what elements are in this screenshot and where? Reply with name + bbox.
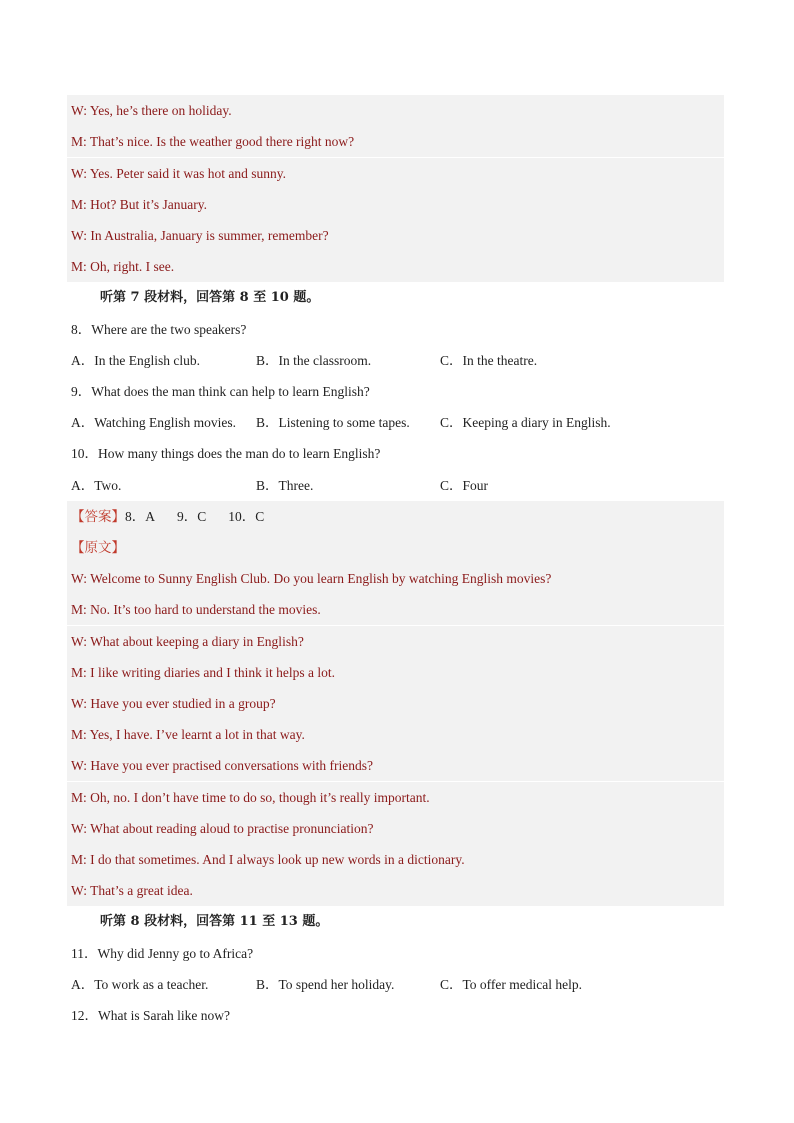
question-stem: 12．What is Sarah like now? [71,1008,230,1023]
option-b: B．To spend her holiday. [256,977,395,992]
question-options [67,407,724,438]
option-a: A．To work as a teacher. [71,977,209,992]
transcript-line: W: In Australia, January is summer, remember? [67,220,724,251]
transcript-line: W: What about keeping a diary in English? [67,626,724,657]
transcript-line: M: I like writing diaries and I think it helps a lot. [67,657,724,688]
option-c: C．To offer medical help. [440,977,583,992]
question-options [67,969,724,1000]
option-a: A．Two. [71,478,122,493]
option-c: C．In the theatre. [440,353,538,368]
answer-line [67,501,724,532]
question-stem: 10．How many things does the man do to learn English? [71,446,381,461]
transcript-line: M: Hot? But it’s January. [67,189,724,220]
transcript-line: W: Have you ever studied in a group? [67,688,724,719]
question-stem: 8．Where are the two speakers? [71,322,247,337]
option-a: A．Watching English movies. [71,415,237,430]
question-stem: 11．Why did Jenny go to Africa? [71,946,254,961]
transcript-line: W: Welcome to Sunny English Club. Do you learn English by watching English movies? [67,563,724,594]
transcript-line: M: Oh, no. I don’t have time to do so, though it’s really important. [67,782,724,813]
transcript-line: W: Have you ever practised conversations with friends? [67,750,724,781]
section-heading: 听第 7 段材料，回答第 8 至 10 题。 [100,290,320,305]
transcript-line: M: No. It’s too hard to understand the movies. [67,594,724,625]
question-options [67,470,724,501]
answer-value: 8．A [125,509,155,524]
option-a: A．In the English club. [71,353,200,368]
transcript-line: M: Yes, I have. I’ve learnt a lot in that way. [67,719,724,750]
transcript-line: W: That’s a great idea. [67,875,724,906]
option-c: C．Keeping a diary in English. [440,415,611,430]
answer-value: 9．C [177,509,207,524]
option-c: C．Four [440,478,489,493]
transcript-line: M: That’s nice. Is the weather good there right now? [67,126,724,157]
section-heading: 听第 8 段材料，回答第 11 至 13 题。 [100,914,329,929]
option-b: B．In the classroom. [256,353,372,368]
transcript-line: M: I do that sometimes. And I always look up new words in a dictionary. [67,844,724,875]
transcript-line: W: Yes. Peter said it was hot and sunny. [67,158,724,189]
transcript-line: W: Yes, he’s there on holiday. [67,95,724,126]
option-b: B．Three. [256,478,314,493]
transcript-line: M: Oh, right. I see. [67,251,724,282]
option-b: B．Listening to some tapes. [256,415,410,430]
original-text-label: 【原文】 [67,532,724,563]
answer-value: 10．C [228,509,265,524]
question-stem: 9．What does the man think can help to learn English? [71,384,370,399]
transcript-line: W: What about reading aloud to practise pronunciation? [67,813,724,844]
answer-label: 【答案】 [71,509,125,524]
question-options [67,345,724,376]
